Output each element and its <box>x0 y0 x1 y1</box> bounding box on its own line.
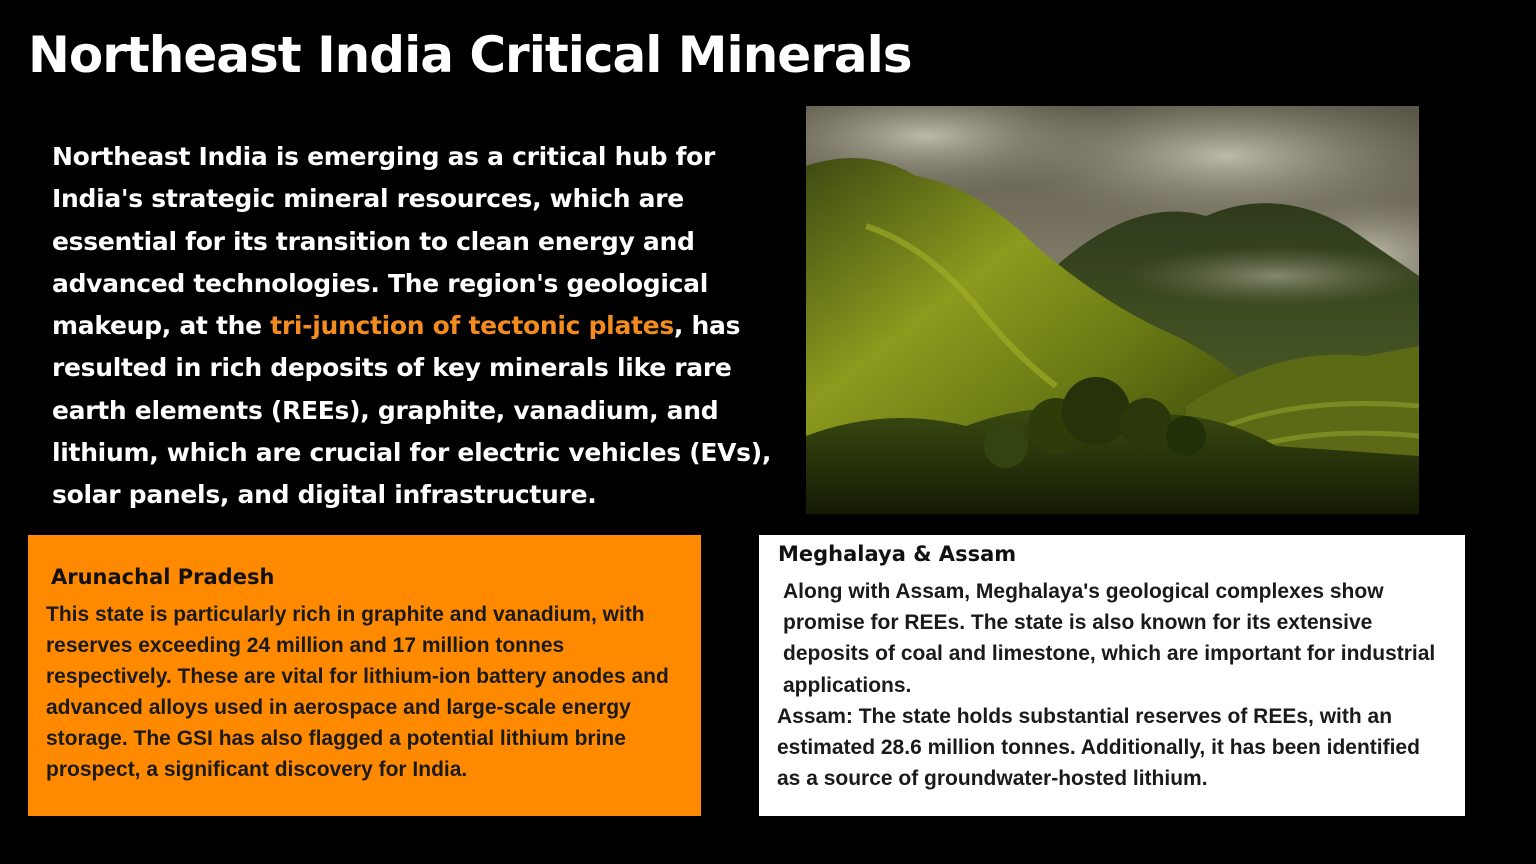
arunachal-pradesh-card <box>28 535 701 816</box>
meghalaya-paragraph: Along with Assam, Meghalaya's geological complexes show promise for REEs. The state is also known for its extensive deposits of coal and limestone, which are important for industrial applications. <box>783 580 1436 697</box>
arunachal-pradesh-body: This state is particularly rich in graphite and vanadium, with reserves exceeding 24 million and 17 million tonnes respectively. These are vital for lithium-ion battery anodes and advanced alloys used in aerospace and large-scale energy storage. The GSI has also flagged a potential lithium brine prospect, a significant discovery for India. <box>46 603 669 781</box>
page-title: Northeast India Critical Minerals <box>28 26 912 84</box>
mountain-landscape-photo <box>806 106 1419 514</box>
intro-highlight: tri-junction of tectonic plates <box>270 311 674 341</box>
intro-text-end: , has resulted in rich deposits of key minerals like rare earth elements (REEs), graphite, vanadium, and lithium, which are crucial for electric vehicles (EVs), solar panels, and digital infrastructure. <box>52 311 772 510</box>
intro-paragraph <box>52 136 782 517</box>
arunachal-pradesh-heading: Arunachal Pradesh <box>51 565 275 589</box>
meghalaya-assam-card <box>759 535 1465 816</box>
assam-paragraph: Assam: The state holds substantial reserves of REEs, with an estimated 28.6 million tonnes. Additionally, it has been identified as a source of groundwater-hosted lithium. <box>777 704 1420 791</box>
meghalaya-assam-body <box>777 576 1449 794</box>
meghalaya-assam-heading: Meghalaya & Assam <box>778 542 1017 566</box>
intro-text-start: Northeast India is emerging as a critical hub for India's strategic mineral resources, which are essential for its transition to clean energy and advanced technologies. The region's geological makeup, at the <box>52 142 716 341</box>
